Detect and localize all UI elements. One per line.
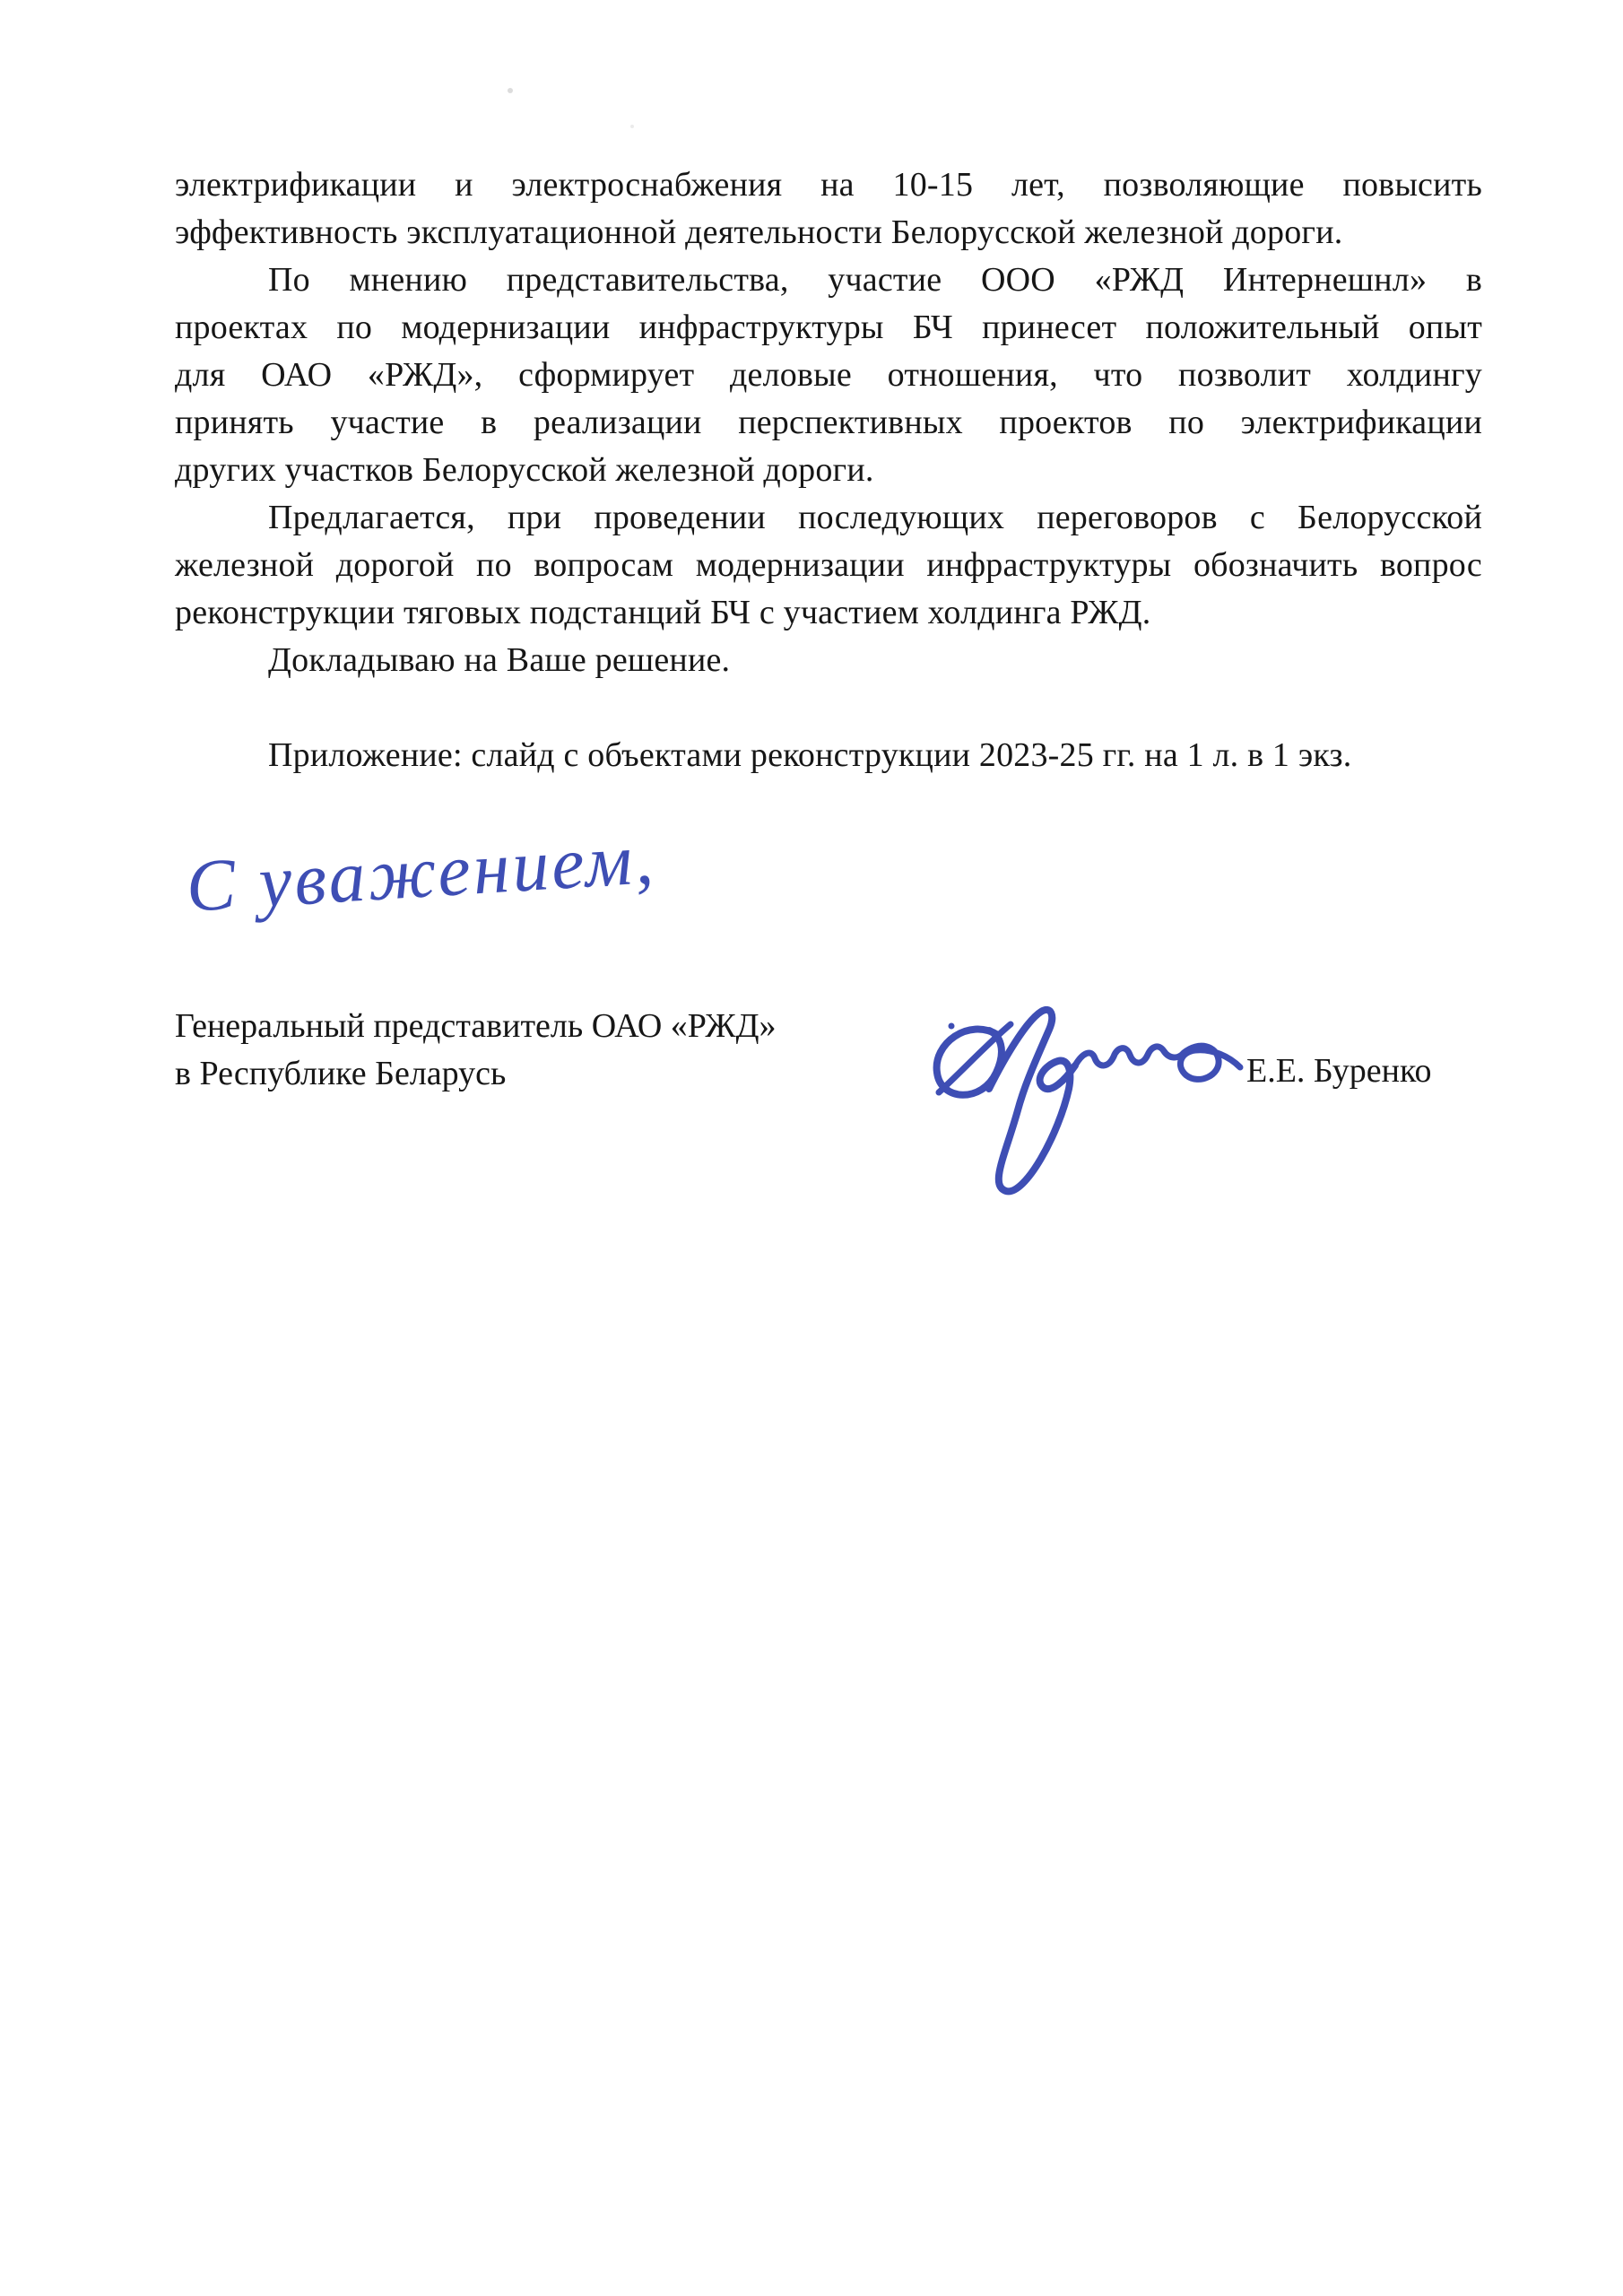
signature-ink-icon: [883, 979, 1260, 1231]
handwritten-closing: С уважением,: [184, 817, 658, 927]
body-line: Предлагается, при проведении последующих переговоров с Белорусской: [268, 499, 1482, 536]
body-line: электрификации и электроснабжения на 10-15 лет, позволяющие повысить: [175, 166, 1482, 204]
body-line: принять участие в реализации перспективных проектов по электрификации: [175, 404, 1482, 441]
scan-speck: [630, 125, 634, 128]
body-line: По мнению представительства, участие ООО «РЖД Интернешнл» в: [268, 261, 1482, 299]
signer-position-line: в Республике Беларусь: [175, 1055, 507, 1092]
signer-name: Е.Е. Буренко: [1246, 1052, 1432, 1090]
attachment-line: Приложение: слайд с объектами реконструкции 2023-25 гг. на 1 л. в 1 экз.: [268, 736, 1352, 774]
body-line: эффективность эксплуатационной деятельности Белорусской железной дороги.: [175, 213, 1343, 251]
signer-position: [175, 1003, 777, 1098]
scan-speck: [508, 88, 513, 93]
body-line: реконструкции тяговых подстанций БЧ с участием холдинга РЖД.: [175, 594, 1151, 631]
body-line: Докладываю на Ваше решение.: [268, 641, 731, 679]
body-line: других участков Белорусской железной дороги.: [175, 451, 874, 489]
body-line: для ОАО «РЖД», сформирует деловые отношения, что позволит холдингу: [175, 356, 1482, 394]
body-line: железной дорогой по вопросам модернизации инфраструктуры обозначить вопрос: [175, 546, 1482, 584]
letter-body: [175, 161, 1482, 779]
body-line: проектах по модернизации инфраструктуры БЧ принесет положительный опыт: [175, 309, 1482, 346]
signer-position-line: Генеральный представитель ОАО «РЖД»: [175, 1007, 777, 1045]
